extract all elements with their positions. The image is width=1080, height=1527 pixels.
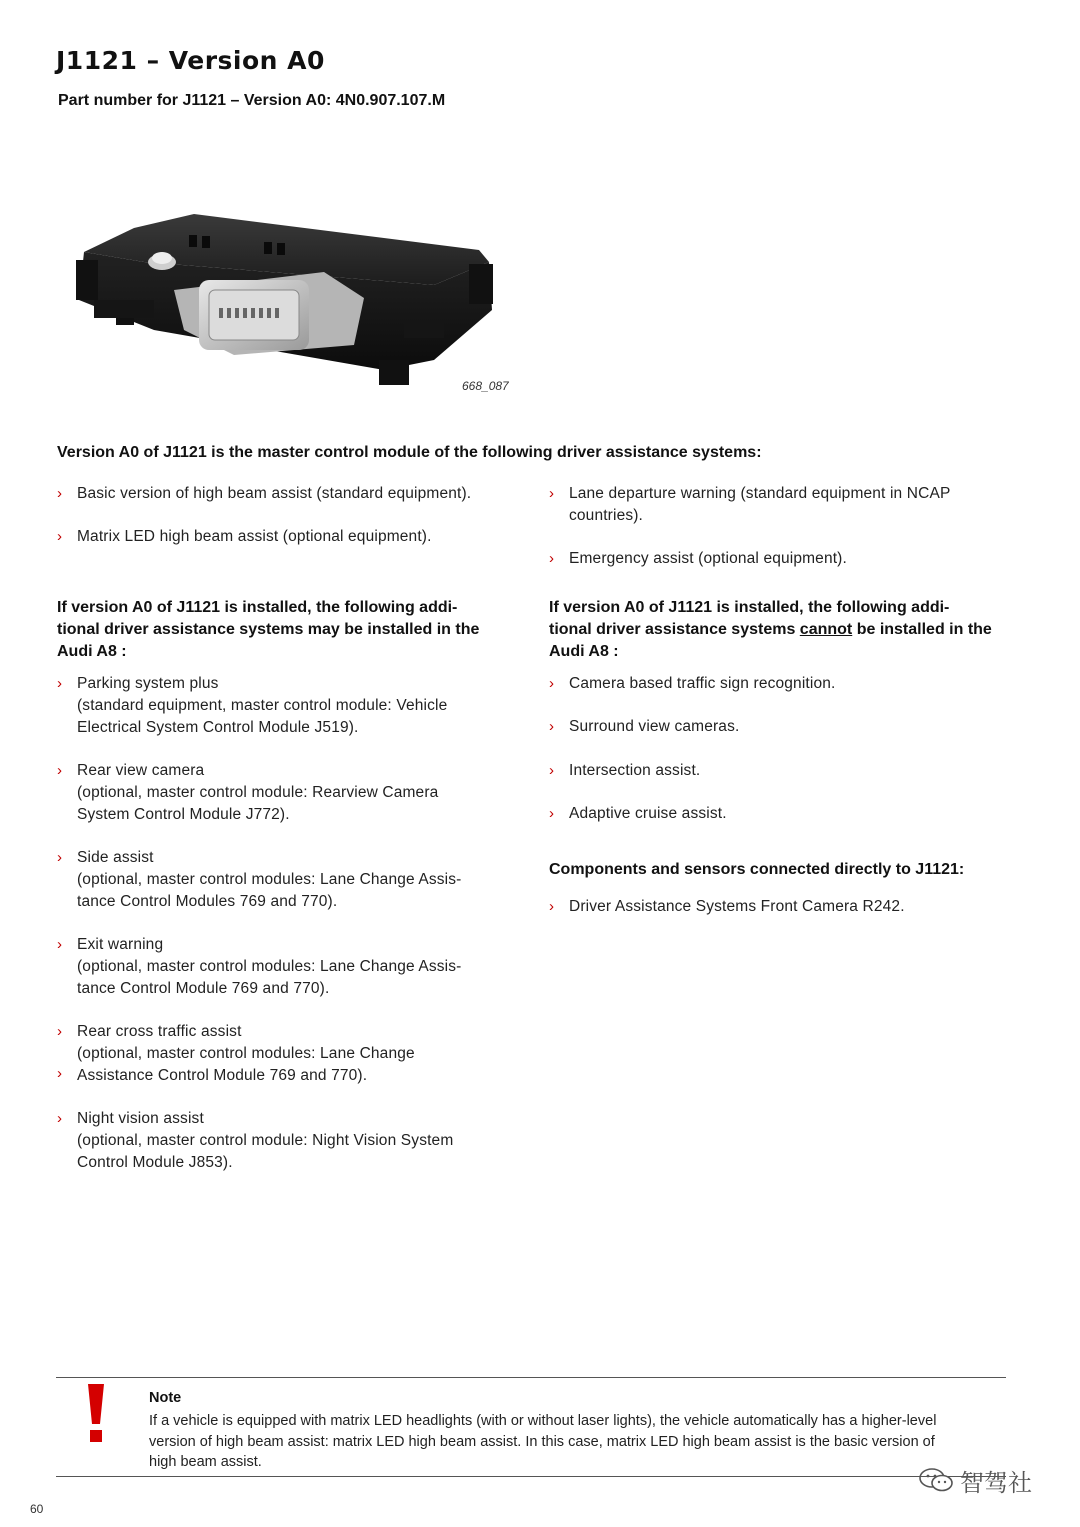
bullet-chevron-icon: ›	[57, 1109, 63, 1127]
list-item: › Lane departure warning (standard equipment in NCAP countries).	[549, 485, 951, 524]
list-item: › Exit warning (optional, master control modules: Lane Change Assis- tance Control Module 769 and 770).	[57, 935, 462, 997]
bullet-chevron-icon: ›	[57, 528, 63, 546]
cannot-install-heading: If version A0 of J1121 is installed, the following addi- tional driver assistance systems cannot be installed in the Audi A8 :	[549, 599, 992, 660]
bullet-chevron-icon: ›	[549, 485, 555, 502]
control-module-figure	[74, 200, 499, 395]
bullet-chevron-icon: ›	[57, 761, 63, 779]
bullet-chevron-icon: ›	[549, 718, 555, 736]
bullet-chevron-icon: ›	[57, 1022, 63, 1040]
list-item: › Rear view camera (optional, master control module: Rearview Camera System Control Module J772).	[57, 761, 439, 823]
components-list	[549, 896, 1009, 918]
components-heading: Components and sensors connected directly to J1121:	[549, 861, 965, 878]
list-item: › Rear cross traffic assist (optional, master control modules: Lane Change Assistance Control Module 769 and 770).	[57, 1022, 415, 1084]
list-item: › Driver Assistance Systems Front Camera R242.	[549, 896, 1009, 918]
chat-bubble-icon	[918, 1466, 954, 1494]
bullet-chevron-icon: ›	[57, 935, 63, 953]
bullet-chevron-icon: ›	[549, 675, 555, 692]
bullet-chevron-icon: ›	[549, 761, 555, 779]
intro-heading: Version A0 of J1121 is the master control module of the following driver assistance systems:	[57, 444, 762, 461]
exclamation-icon	[85, 1384, 107, 1446]
list-item: › Parking system plus (standard equipment, master control module: Vehicle Electrical System Control Module J519).	[57, 675, 448, 736]
bullet-chevron-icon: ›	[57, 675, 63, 692]
page-title: J1121 – Version A0	[56, 46, 325, 75]
bullet-chevron-icon: ›	[57, 1065, 62, 1082]
note-top-divider	[56, 1377, 1006, 1378]
watermark	[918, 1460, 1050, 1500]
bullet-chevron-icon: ›	[549, 805, 555, 823]
list-item: › Matrix LED high beam assist (optional equipment).	[57, 526, 507, 548]
list-item: › Emergency assist (optional equipment).	[549, 548, 1009, 570]
cannot-emphasis: cannot	[799, 620, 853, 638]
page-number: 60	[30, 1502, 44, 1516]
list-item: › Night vision assist (optional, master control module: Night Vision System Control Module J853).	[57, 1109, 454, 1171]
list-item: › Side assist (optional, master control modules: Lane Change Assis- tance Control Modules 769 and 770).	[57, 848, 462, 910]
part-number-subtitle: Part number for J1121 – Version A0: 4N0.907.107.M	[58, 92, 446, 109]
note-text: If a vehicle is equipped with matrix LED headlights (with or without laser lights), the vehicle automatically has a higher-level version of high beam assist: matrix LED high beam assist. In this case, matrix LED high beam assist is the basic version of high beam assist.	[149, 1413, 937, 1470]
list-item: › Adaptive cruise assist.	[549, 803, 1009, 825]
master-systems-right-list	[549, 483, 1009, 570]
note-title: Note	[149, 1390, 182, 1406]
watermark-text: 智驾社	[960, 1468, 1032, 1497]
figure-caption: 668_087	[462, 379, 509, 393]
list-item: › Surround view cameras.	[549, 716, 1009, 738]
list-item: › Camera based traffic sign recognition.	[549, 673, 1009, 695]
list-item: › Intersection assist.	[549, 760, 1009, 782]
master-systems-left-list	[57, 483, 507, 548]
bullet-chevron-icon: ›	[549, 550, 555, 568]
may-install-heading: If version A0 of J1121 is installed, the following addi- tional driver assistance systems may be installed in the Audi A8 :	[57, 599, 480, 660]
cannot-install-list	[549, 673, 1009, 825]
note-bottom-divider	[56, 1476, 1006, 1477]
may-install-list	[57, 673, 507, 1173]
bullet-chevron-icon: ›	[549, 898, 555, 915]
bullet-chevron-icon: ›	[57, 485, 63, 502]
bullet-chevron-icon: ›	[57, 848, 63, 866]
list-item: › Basic version of high beam assist (standard equipment).	[57, 483, 507, 505]
